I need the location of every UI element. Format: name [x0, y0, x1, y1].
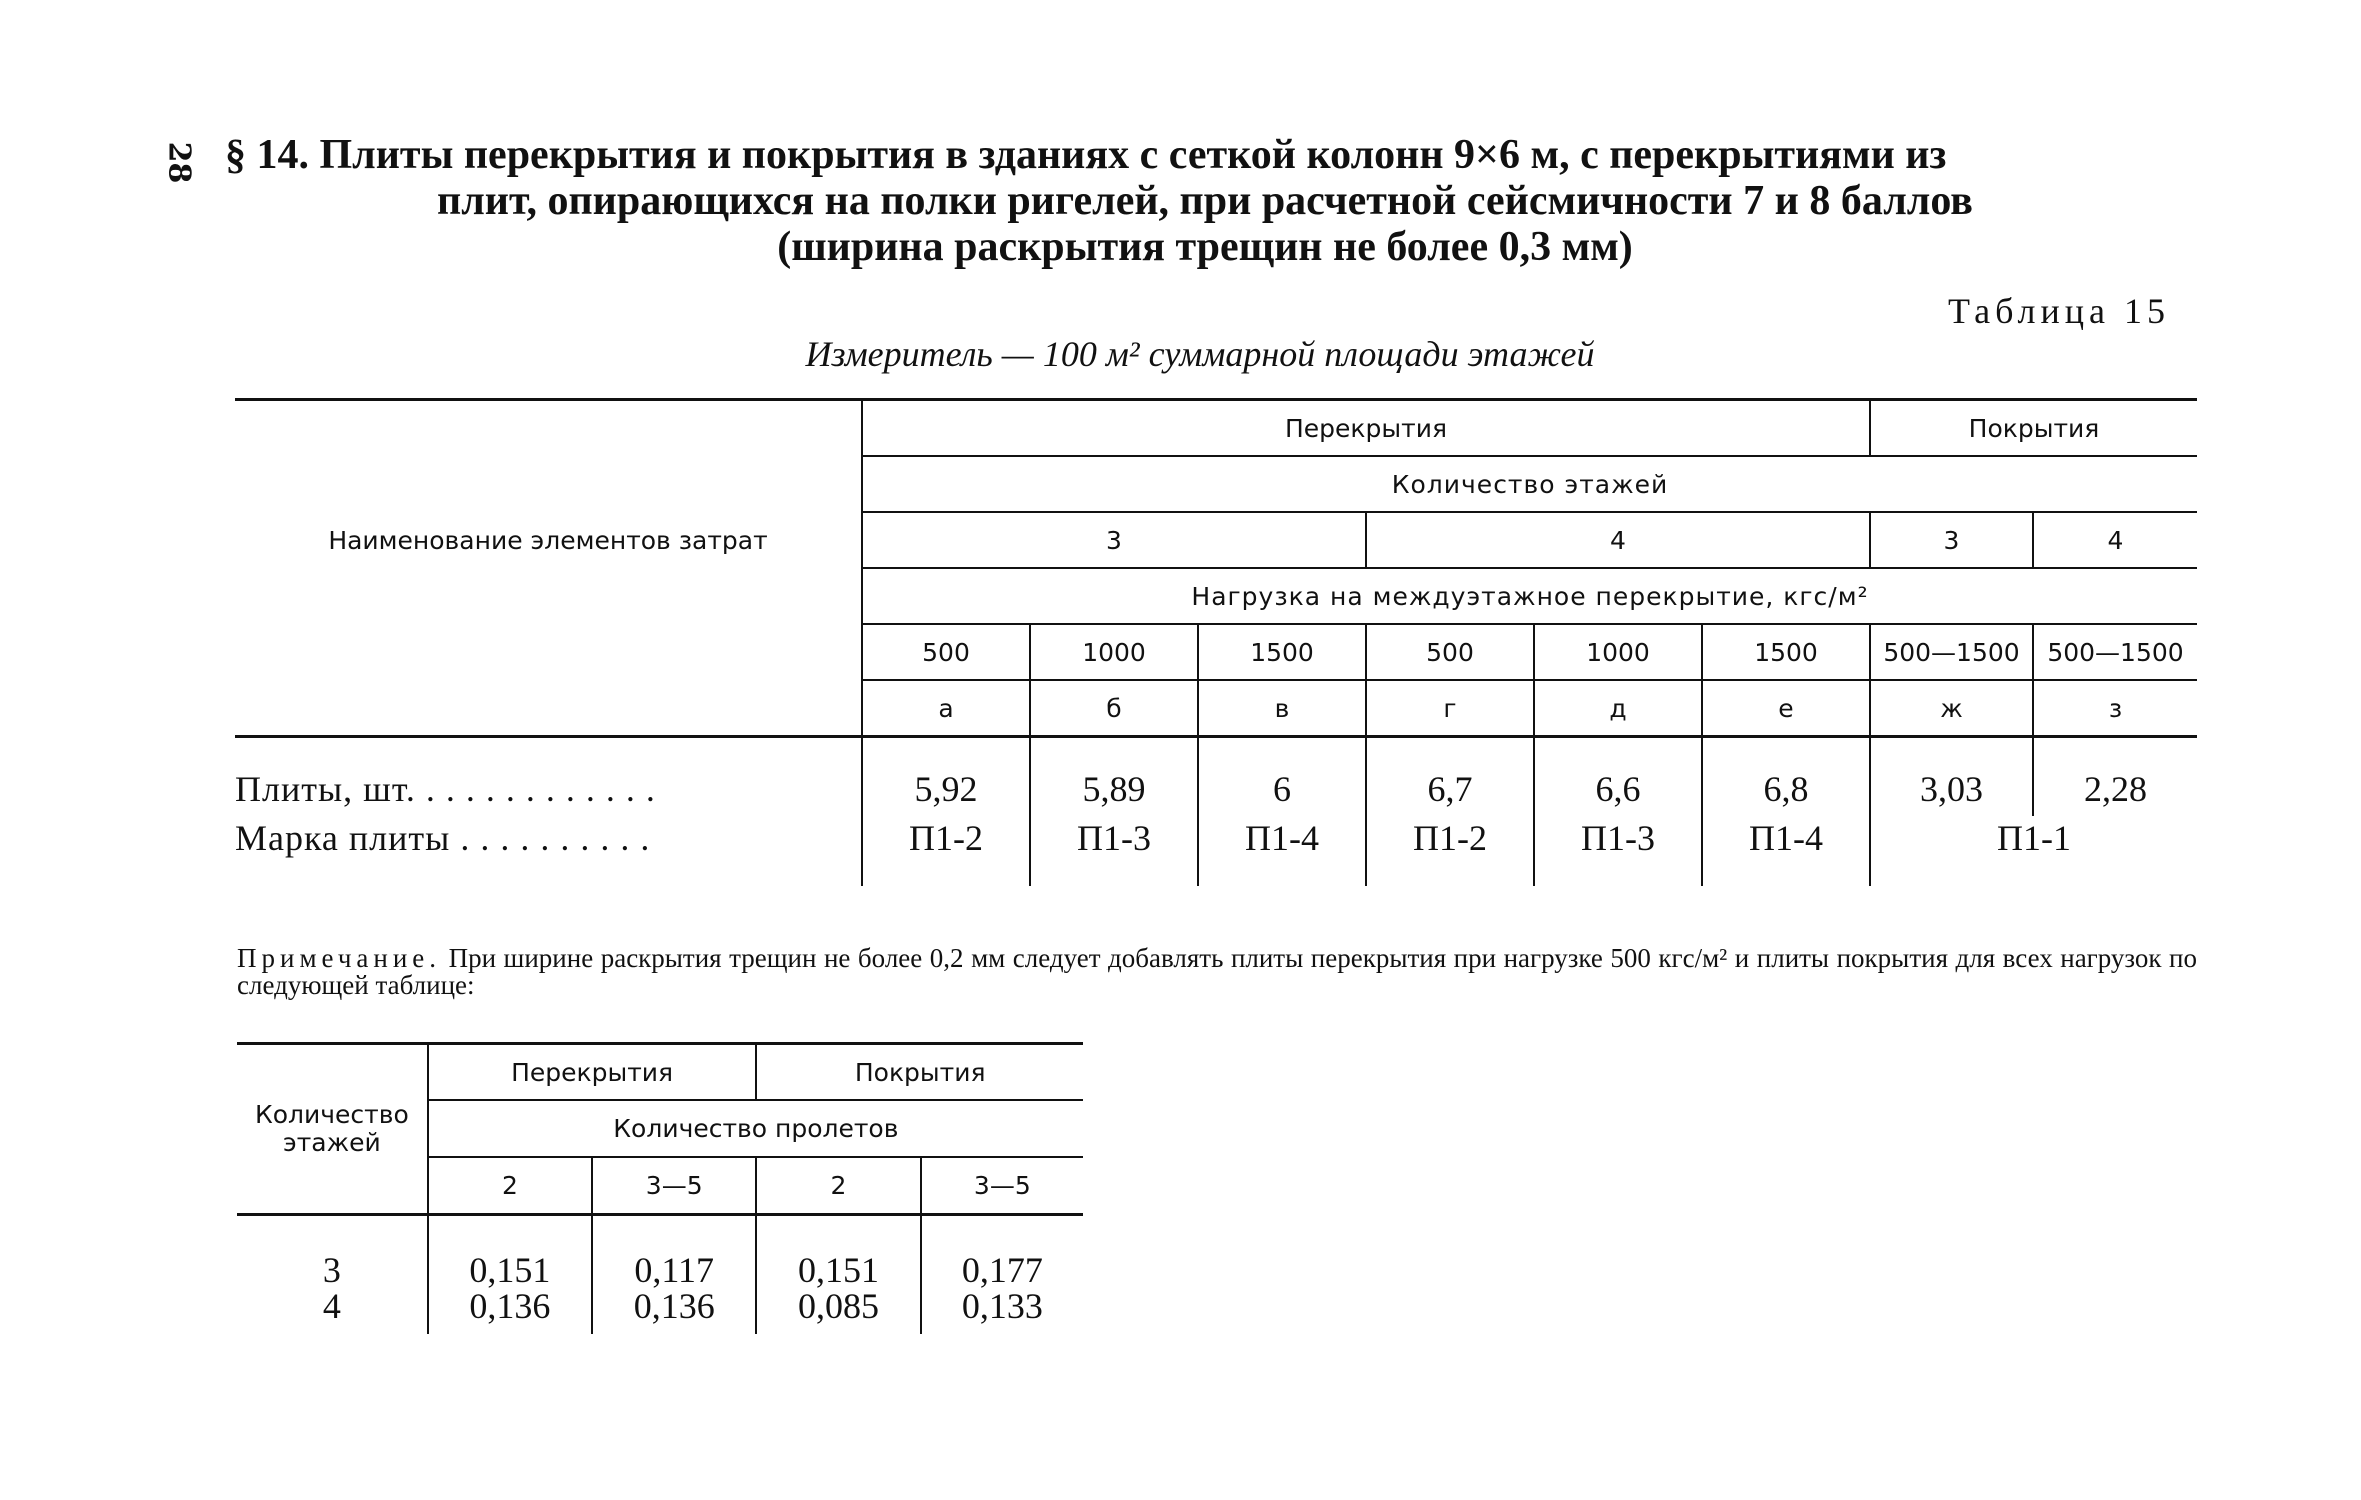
load-cell: 500—1500	[1870, 624, 2033, 680]
sub-group-roof: Покрытия	[756, 1044, 1083, 1101]
column-letter: д	[1534, 680, 1702, 737]
sub-group-floors: Перекрытия	[428, 1044, 757, 1101]
sub-value: 0,136	[428, 1288, 592, 1334]
load-cell: 500	[1366, 624, 1534, 680]
sub-value: 0,085	[756, 1288, 920, 1334]
value-cell: 6	[1198, 737, 1366, 817]
note-lead: Примечание.	[237, 943, 442, 973]
column-letter: г	[1366, 680, 1534, 737]
table-row	[237, 1215, 1083, 1289]
value-cell: П1-4	[1702, 816, 1870, 886]
load-cell: 1000	[1030, 624, 1198, 680]
table-row	[235, 737, 2197, 817]
column-letter: б	[1030, 680, 1198, 737]
value-cell: 6,7	[1366, 737, 1534, 817]
floors-3: 3	[862, 512, 1366, 568]
sub-value: 0,177	[921, 1215, 1083, 1289]
column-letter: а	[862, 680, 1030, 737]
page-number: 28	[161, 141, 197, 184]
value-cell: П1-3	[1534, 816, 1702, 886]
column-letter: ж	[1870, 680, 2033, 737]
row-name: Марка плиты . . . . . . . . . .	[235, 816, 862, 886]
sub-row-header: Количество этажей	[237, 1044, 428, 1215]
section-heading	[225, 132, 2185, 270]
sub-floors: 3	[237, 1215, 428, 1289]
value-cell: П1-4	[1198, 816, 1366, 886]
column-letter: з	[2108, 693, 2123, 723]
value-cell: 6,6	[1534, 737, 1702, 817]
span-cell: 3—5	[973, 1171, 1031, 1200]
value-cell: П1-1	[1997, 818, 2071, 858]
table-row	[237, 1288, 1083, 1334]
sub-value: 0,136	[592, 1288, 756, 1334]
heading-line-3: (ширина раскрытия трещин не более 0,3 мм)	[777, 224, 1633, 270]
span-cell: 3—5	[592, 1157, 756, 1215]
sub-table	[237, 1042, 1083, 1334]
heading-line-2: плит, опирающихся на полки ригелей, при расчетной сейсмичности 7 и 8 баллов	[437, 178, 1973, 224]
value-cell: П1-2	[862, 816, 1030, 886]
group-roof: Покрытия	[1870, 400, 2197, 457]
span-cell: 2	[428, 1157, 592, 1215]
sub-value: 0,117	[592, 1215, 756, 1289]
value-cell: П1-2	[1366, 816, 1534, 886]
load-cell: 1500	[1198, 624, 1366, 680]
row-name: Плиты, шт. . . . . . . . . . . . .	[235, 737, 862, 817]
row-header-spacer	[235, 680, 862, 737]
column-letter: в	[1198, 680, 1366, 737]
load-cell: 500	[862, 624, 1030, 680]
value-cell: 6,8	[1702, 737, 1870, 817]
sub-value: 0,151	[756, 1215, 920, 1289]
row-header-cell	[235, 400, 862, 681]
roof-floors-3: 3	[1870, 512, 2033, 568]
roof-floors-4: 4	[2033, 512, 2197, 568]
value-cell: 3,03	[1870, 737, 2033, 817]
load-cell: 1500	[1702, 624, 1870, 680]
sub-value: 0,151	[428, 1215, 592, 1289]
span-cell: 2	[756, 1157, 920, 1215]
table-row	[235, 816, 2197, 886]
heading-line-1: § 14. Плиты перекрытия и покрытия в зданиях с сеткой колонн 9×6 м, с перекрытиями из	[225, 132, 1947, 178]
value-cell: 5,89	[1030, 737, 1198, 817]
load-cell: 1000	[1534, 624, 1702, 680]
main-table	[235, 398, 2197, 886]
value-cell: П1-3	[1030, 816, 1198, 886]
column-letter: е	[1702, 680, 1870, 737]
group-floors: Перекрытия	[862, 400, 1870, 457]
floors-4: 4	[1366, 512, 1870, 568]
unit-line: Измеритель — 100 м² суммарной площади этажей	[805, 334, 1595, 374]
table-label: Таблица 15	[1948, 291, 2170, 331]
sub-value: 0,133	[961, 1286, 1043, 1326]
floors-count-label: Количество этажей	[862, 456, 2197, 512]
row-header: Наименование элементов затрат	[328, 526, 768, 555]
note	[237, 945, 2197, 999]
value-cell: 5,92	[862, 737, 1030, 817]
value-cell: 2,28	[2033, 737, 2197, 817]
note-text: При ширине раскрытия трещин не более 0,2 мм следует добавлять плиты перекрытия при нагрузке 500 кгс/м² и плиты покрытия для всех нагрузок по следующей таблице:	[237, 943, 2197, 1000]
sub-spans-label: Количество пролетов	[428, 1100, 1083, 1157]
load-cell: 500—1500	[2033, 624, 2197, 680]
load-label: Нагрузка на междуэтажное перекрытие, кгс/м²	[862, 568, 2197, 624]
sub-floors: 4	[237, 1288, 428, 1334]
